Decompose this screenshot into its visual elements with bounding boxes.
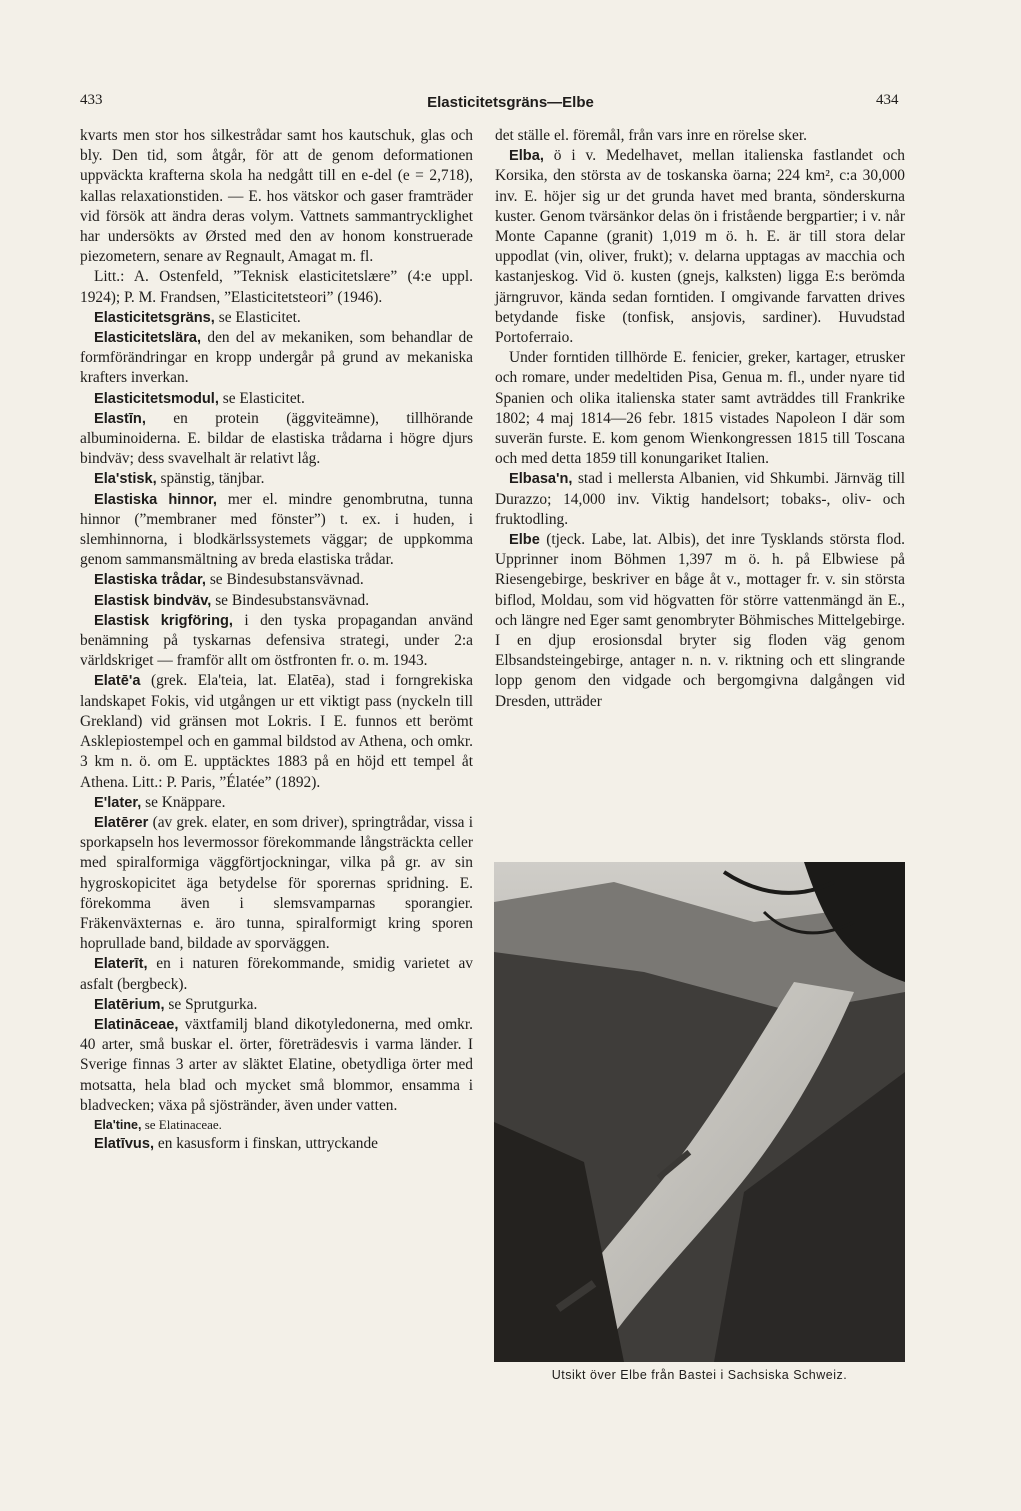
entry-headword: Elasticitetsgräns,: [94, 309, 215, 326]
dictionary-entry: [80, 995, 473, 1015]
entry-headword: Elbe: [509, 532, 540, 549]
entry-headword: Elbasa'n,: [509, 471, 573, 488]
entry-text: mer el. mindre genombrutna, tunna hinnor (”membraner med fönster”) t. ex. i huden, i slemhinnorna, i blodkärlssystemets väggar; de uppkomma genom sammansmältning av breda elastiska trådar.: [80, 490, 474, 569]
dictionary-entry: [80, 389, 473, 409]
entry-headword: Elastisk bindväv,: [94, 592, 212, 609]
dictionary-entry: [80, 267, 473, 307]
entry-text: (tjeck. Labe, lat. Albis), det inre Tysklands största flod. Upprinner inom Böhmen 1,397 m ö. h. på Elbwiese på Riesengebirge, beskriver en båge åt v., mottager fr. v. sin största biflod, Moldau, som vid högvatten för större vattenmängd än E., och längre ned Eger samt genombryter Böhmisches Mittelgebirge. I en djup erosionsdal bryter sig floden väg genom Elbsandsteingebirge, antager n. n. v. riktning och ett slingrande lopp genom den vidgade och bergomgivna dalgången vid Dresden, utträder: [495, 531, 905, 710]
dictionary-entry: [80, 469, 473, 489]
entry-headword: Elastisk krigföring,: [94, 612, 233, 629]
dictionary-entry: [80, 813, 473, 954]
page-number-left: 433: [80, 92, 103, 108]
dictionary-entry: [80, 409, 473, 470]
dictionary-entry: [80, 671, 473, 792]
dictionary-entry: [495, 348, 905, 469]
photo-caption: Utsikt över Elbe från Bastei i Sachsiska Schweiz.: [551, 1368, 848, 1382]
entry-text: en kasusform i finskan, uttryckande: [154, 1134, 378, 1152]
elbe-photograph: [494, 862, 905, 1362]
entry-headword: Elastiska trådar,: [94, 572, 206, 589]
entry-headword: Elatērer: [94, 814, 149, 831]
entry-text: se Elasticitet.: [214, 308, 301, 326]
entry-text: Litt.: A. Ostenfeld, ”Teknisk elasticitetslære” (4:e uppl. 1924); P. M. Frandsen, ”Elasticitetsteori” (1946).: [80, 268, 473, 306]
dictionary-entry: [80, 954, 473, 994]
dictionary-entry: [495, 146, 905, 348]
entry-text: se Bindesubstansvävnad.: [205, 571, 364, 589]
entry-text: Under forntiden tillhörde E. fenicier, greker, kartager, etrusker och romare, under medeltiden Pisa, Genua m. fl., under nyare tid Spanien och olika italienska stater samt avträddes till Frankrike 1802; 4 maj 1814—26 febr. 1815 vistades Napoleon I där som suverän furste. E. kom genom Wienkongressen 1815 till Toscana och med detta 1859 till konungariket Italien.: [495, 349, 905, 468]
entry-headword: Elatināceae,: [94, 1016, 179, 1033]
entry-text: (grek. Ela'teia, lat. Elatēa), stad i forngrekiska landskapet Fokis, vid utgången ur ett viktigt pass (nyckeln till Grekland) vid gränsen mot Lokris. I E. funnos ett berömt Asklepiostempel och en gammal bildstod av Athena, och omkr. 3 km n. ö. om E. upptäcktes 1883 på en höjd ett tempel åt Athena. Litt.: P. Paris, ”Élatée” (1892).: [80, 672, 473, 791]
entry-text: se Sprutgurka.: [164, 995, 258, 1013]
dictionary-entry: [80, 126, 473, 267]
entry-headword: Elatē'a: [94, 673, 141, 690]
dictionary-entry: [80, 490, 473, 571]
dictionary-entry: [80, 1134, 473, 1154]
entry-text: (av grek. elater, en som driver), springtrådar, vissa i sporkapseln hos levermossor förekommande långsträckta celler med spiralformiga väggförtjockningar, vilka på gr. av sin hygroskopicitet äga betydelse för sporernas spridning. E. förekomma även i slemsvamparnas sporangier. Fräkenväxternas e. äro tunna, spiralformigt kring sporen hoprullade band, bildade av sporväggen.: [80, 813, 473, 953]
entry-text: se Elatinaceae.: [141, 1116, 222, 1132]
dictionary-entry: [80, 570, 473, 590]
dictionary-entry: [80, 308, 473, 328]
page-number-right: 434: [876, 92, 899, 108]
dictionary-entry: [80, 1116, 473, 1134]
entry-text: det ställe el. föremål, från vars inre en rörelse sker.: [495, 127, 807, 144]
dictionary-entry: [495, 469, 905, 530]
entry-text: se Knäppare.: [141, 793, 226, 811]
entry-text: en i naturen förekommande, smidig varietet av asfalt (bergbeck).: [80, 955, 473, 993]
entry-headword: Ela'tine,: [94, 1117, 142, 1132]
dictionary-entry: [80, 611, 473, 672]
entry-headword: Elastīn,: [94, 410, 146, 427]
running-title: Elasticitetsgräns—Elbe: [427, 94, 594, 111]
entry-text: se Elasticitet.: [218, 389, 305, 407]
entry-headword: Elatīvus,: [94, 1135, 155, 1152]
entry-headword: Elaterīt,: [94, 956, 148, 973]
entry-headword: Elasticitetsmodul,: [94, 390, 219, 407]
entry-headword: Elatērium,: [94, 996, 165, 1013]
entry-text: i den tyska propagandan använd benämning på tyskarnas defensiva strategi, under 2:a världskriget — framför allt om östfronten fr. o. m. 1943.: [80, 611, 473, 670]
entry-headword: Elba,: [509, 148, 544, 165]
entry-text: den del av mekaniken, som behandlar de formförändringar en kropp undergår på grund av mekaniska krafters inverkan.: [80, 329, 473, 387]
dictionary-entry: [80, 1015, 473, 1116]
entry-text: stad i mellersta Albanien, vid Shkumbi. Järnväg till Durazzo; 14,000 inv. Viktig handelsort; tobaks-, oliv- och fruktodling.: [495, 470, 905, 528]
right-column: [495, 126, 905, 712]
entry-headword: E'later,: [94, 794, 142, 811]
entry-headword: Elastiska hinnor,: [94, 491, 217, 508]
entry-headword: Elasticitetslära,: [94, 330, 202, 347]
entry-text: en protein (äggviteämne), tillhörande albuminoiderna. E. bildar de elastiska trådarna i högre djurs bindväv; dess svavelhalt är relativt låg.: [80, 409, 473, 468]
dictionary-entry: [80, 328, 473, 389]
dictionary-entry: [80, 591, 473, 611]
dictionary-entry: [80, 793, 473, 813]
entry-text: ö i v. Medelhavet, mellan italienska fastlandet och Korsika, den största av de toskanska öarna; 224 km², c:a 30,000 inv. E. höjer sig ur det grunda havet med branta, sönderskurna kuster. Genom tvärsänkor delas ön i fristående bergpartier; i v. når Monte Capanne (granit) 1,019 m ö. h. E. är till stora delar uppodlat (vin, oliver, frukt); v. delarna upptagas av macchia och kastanjeskog. Vid ö. kusten (gnejs, kalksten) ligga E:s berömda järngruvor, kända sedan forntiden. I omgivande farvatten drives betydande fiske (tonfisk, ansjovis, sardiner). Huvudstad Portoferraio.: [495, 147, 905, 347]
entry-text: spänstig, tänjbar.: [156, 470, 265, 488]
entry-text: se Bindesubstansvävnad.: [211, 591, 370, 609]
entry-headword: Ela'stisk,: [94, 471, 157, 488]
left-column: [80, 126, 473, 1154]
dictionary-entry: [495, 126, 905, 146]
entry-text: växtfamilj bland dikotyledonerna, med omkr. 40 arter, små buskar el. örter, företrädesvis i varma länder. I Sverige finnas 3 arter av släktet Elatine, obetydliga örter med motsatta, hela blad och mycket små blommor, ensamma i bladvecken; växa på sjöstränder, även under vatten.: [80, 1015, 473, 1114]
dictionary-entry: [495, 530, 905, 712]
page-header: [0, 92, 1021, 118]
entry-text: kvarts men stor hos silkestrådar samt hos kautschuk, glas och bly. Den tid, som åtgår, för att de genom deformationen uppväckta krafterna skola ha nedgått till en e-del (e = 2,718), kallas relaxationstiden. — E. hos vätskor och gaser framträder vid försök att ändra deras volym. Vattnets sammantrycklighet har undersökts av Ørsted med den av honom konstruerade piezometern, senare av Regnault, Amagat m. fl.: [80, 127, 473, 266]
